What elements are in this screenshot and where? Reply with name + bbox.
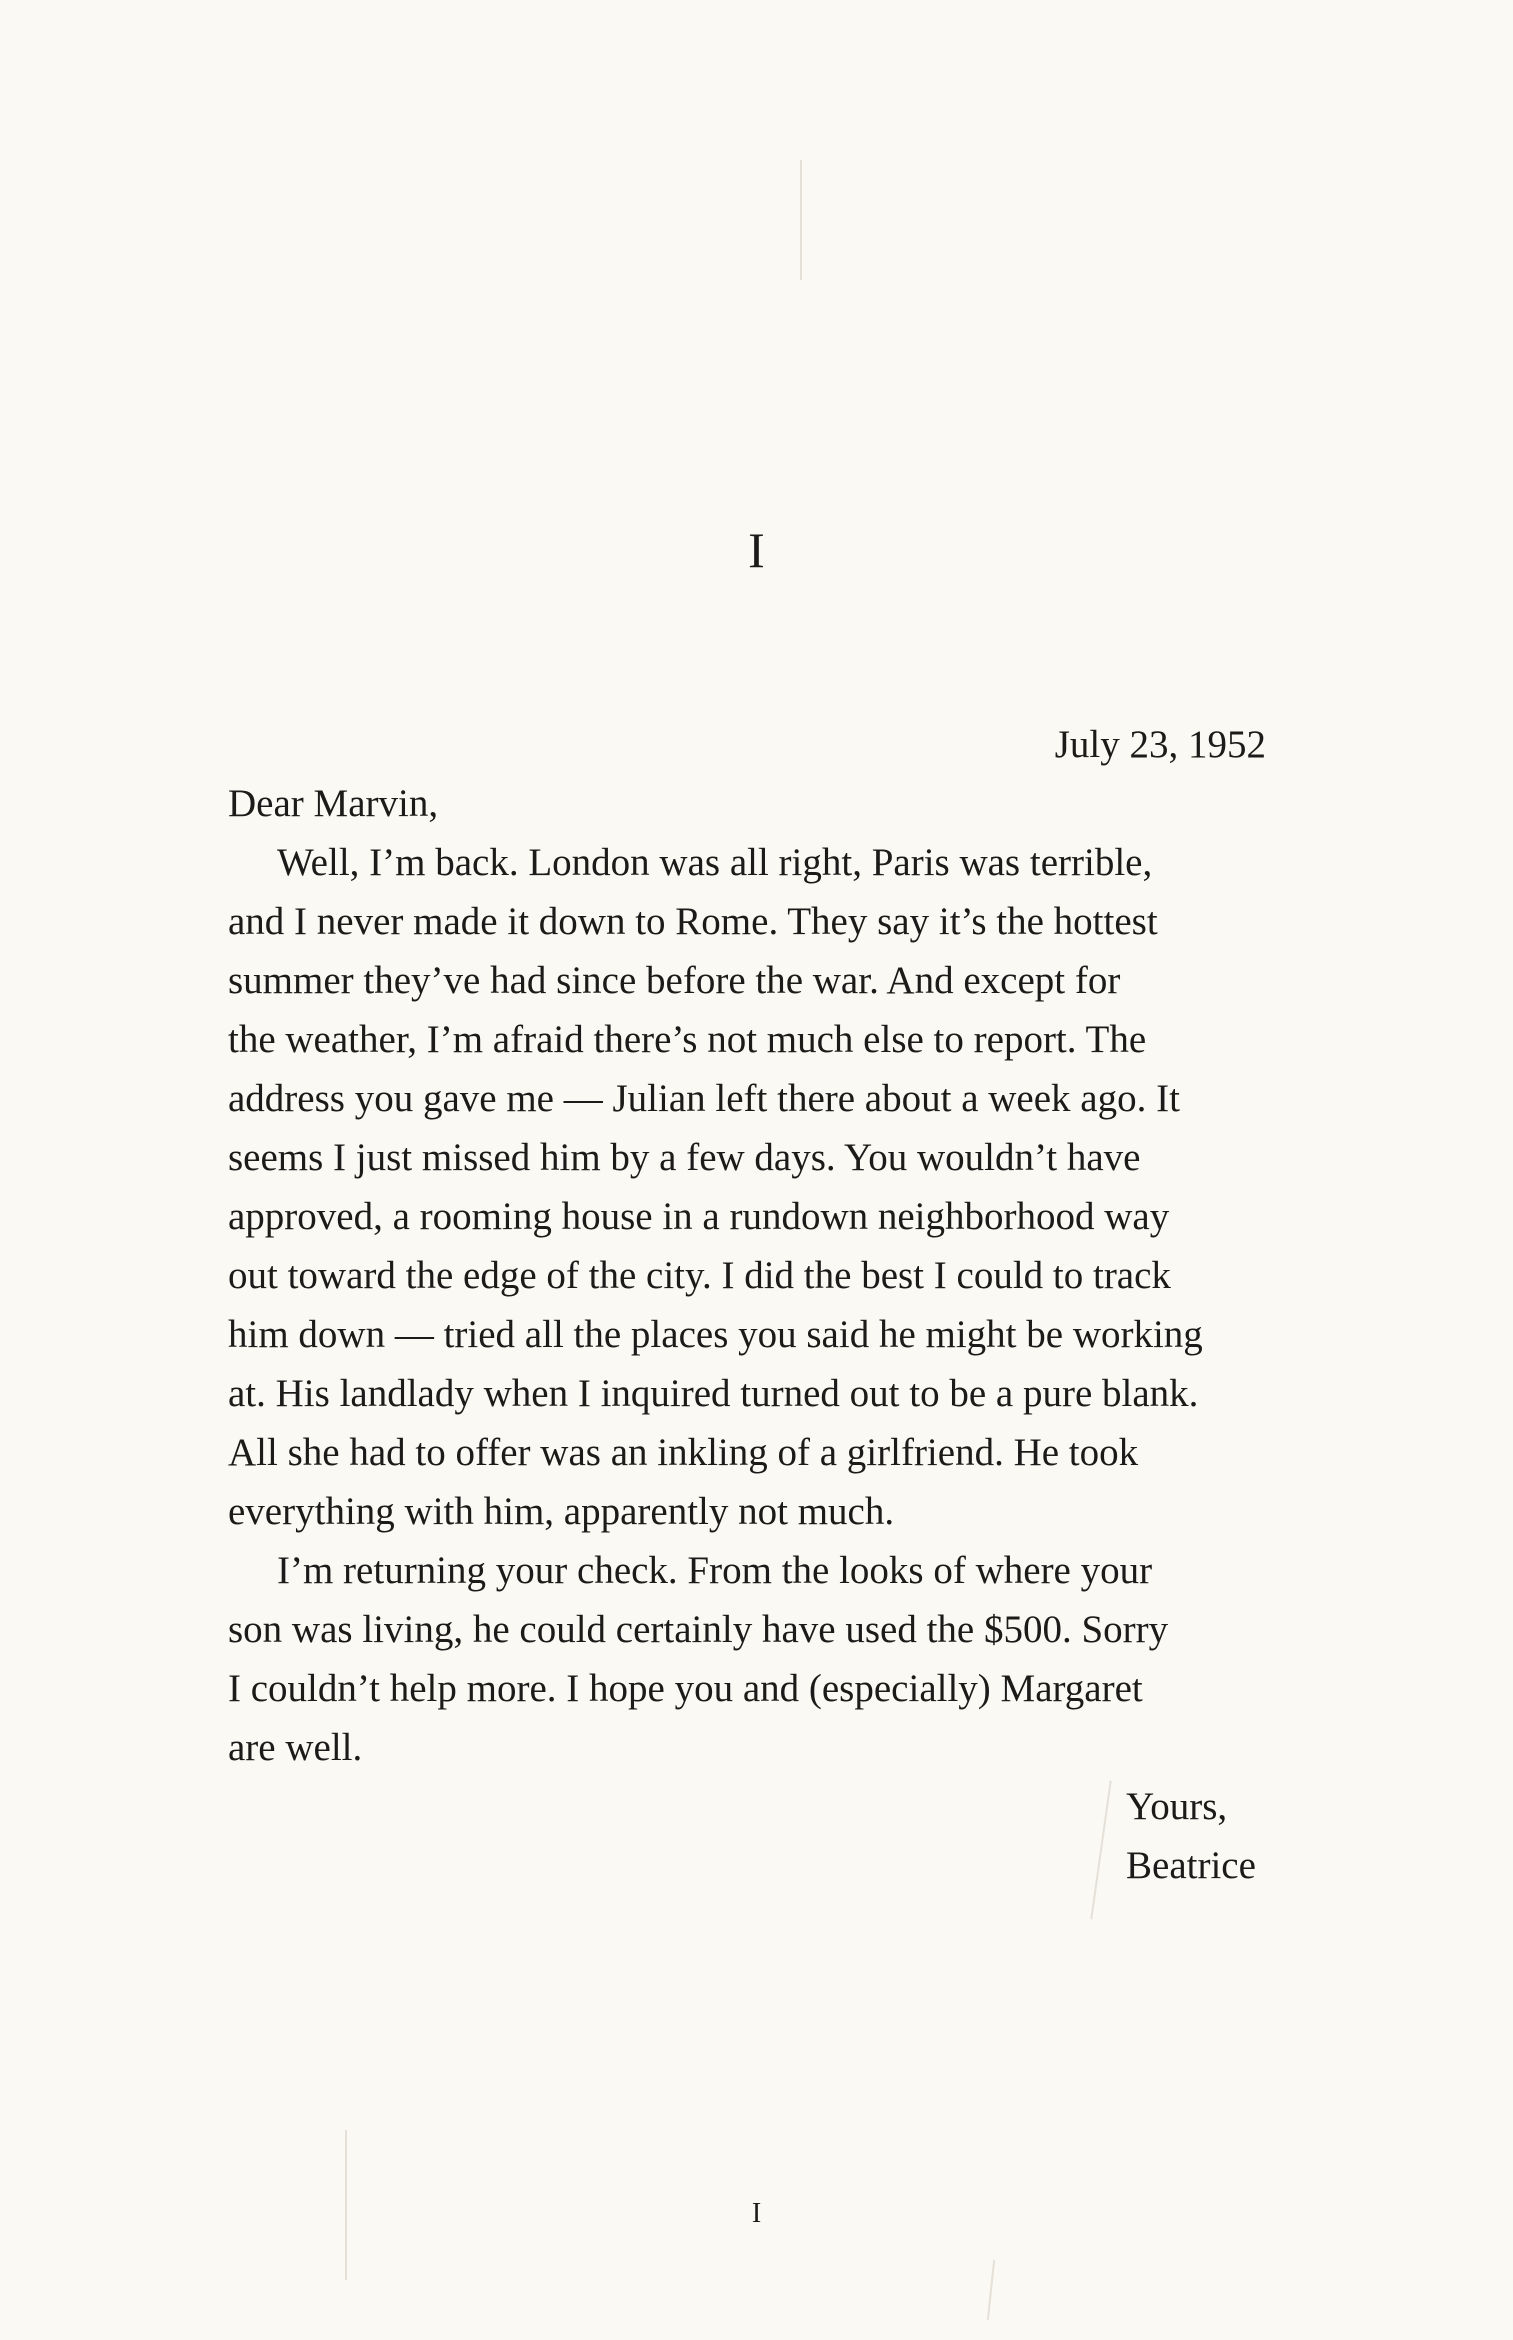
letter-signature: Beatrice bbox=[1126, 1844, 1256, 1887]
text-line: address you gave me — Julian left there about a week ago. It bbox=[228, 1077, 1180, 1120]
text-line: are well. bbox=[228, 1726, 363, 1769]
chapter-number: I bbox=[748, 522, 765, 578]
letter-body bbox=[228, 715, 1306, 1895]
text-line: Well, I’m back. London was all right, Paris was terrible, bbox=[277, 841, 1153, 884]
letter-closing: Yours, bbox=[1126, 1785, 1228, 1828]
letter-salutation: Dear Marvin, bbox=[228, 782, 439, 825]
text-line: All she had to offer was an inkling of a girlfriend. He took bbox=[228, 1431, 1139, 1474]
text-line: him down — tried all the places you said he might be working bbox=[228, 1313, 1203, 1356]
paper-mark bbox=[987, 2260, 995, 2320]
text-line: and I never made it down to Rome. They say it’s the hottest bbox=[228, 900, 1158, 943]
page-number: I bbox=[751, 2198, 762, 2229]
paragraph-2 bbox=[228, 1541, 1306, 1777]
text-line: everything with him, apparently not much. bbox=[228, 1490, 895, 1533]
paper-mark bbox=[800, 160, 802, 280]
text-line: seems I just missed him by a few days. You wouldn’t have bbox=[228, 1136, 1141, 1179]
letter-date: July 23, 1952 bbox=[1054, 723, 1266, 766]
text-line: approved, a rooming house in a rundown neighborhood way bbox=[228, 1195, 1170, 1238]
text-line: out toward the edge of the city. I did the best I could to track bbox=[228, 1254, 1171, 1297]
text-line: son was living, he could certainly have used the $500. Sorry bbox=[228, 1608, 1169, 1651]
text-line: I’m returning your check. From the looks of where your bbox=[277, 1549, 1153, 1592]
text-line: at. His landlady when I inquired turned out to be a pure blank. bbox=[228, 1372, 1199, 1415]
paragraph-1 bbox=[228, 833, 1306, 1541]
text-line: the weather, I’m afraid there’s not much else to report. The bbox=[228, 1018, 1147, 1061]
text-line: summer they’ve had since before the war. And except for bbox=[228, 959, 1121, 1002]
text-line: I couldn’t help more. I hope you and (especially) Margaret bbox=[228, 1667, 1143, 1710]
